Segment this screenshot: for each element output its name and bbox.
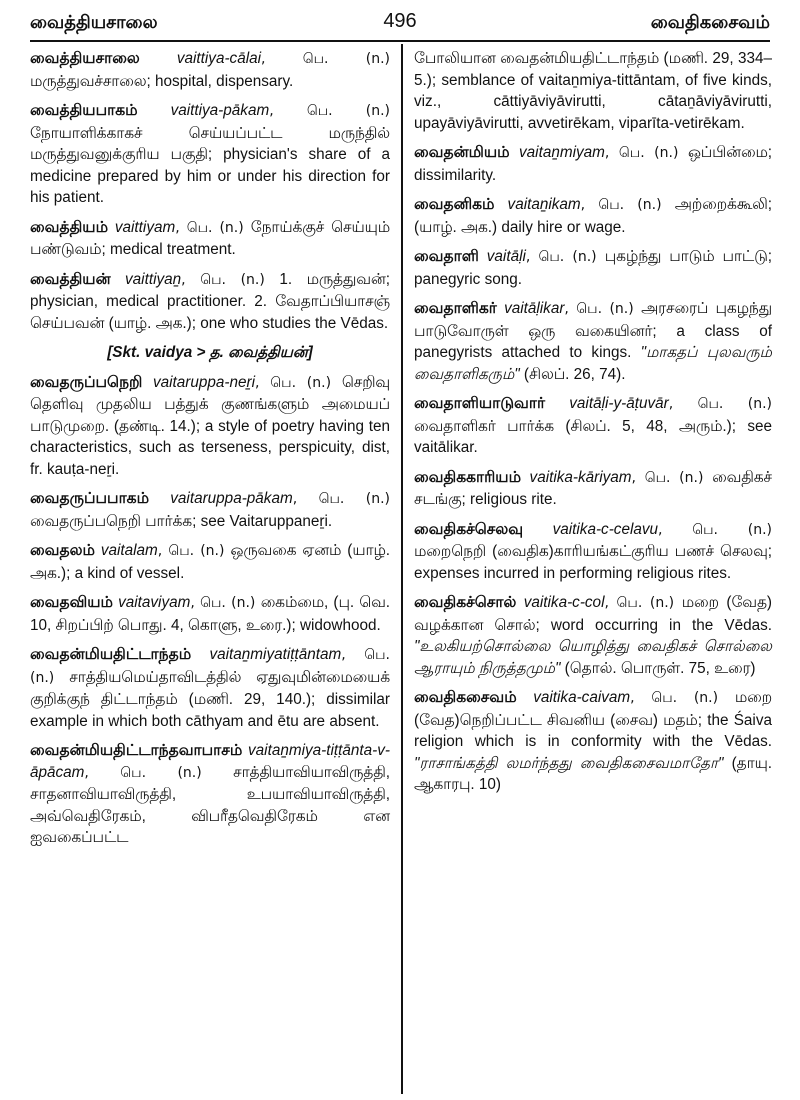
grammar-label: , பெ. (n.) bbox=[175, 219, 251, 236]
definition: நோய்க்குச் செய்யும் பண்டுவம்; medical treatment. bbox=[30, 218, 391, 258]
transliteration: vaittiya-cālai bbox=[176, 50, 262, 67]
headword: வைத்தியன் bbox=[30, 269, 111, 288]
headword: வைத்தியசாலை bbox=[30, 49, 140, 67]
definition: ஒருவகை ஏனம் (யாழ். அக.); a kind of vessel. bbox=[30, 542, 391, 582]
definition: நோயாளிக்காகச் செய்யப்பட்ட மருந்தில் மருத்துவனுக்குரிய பகுதி; physician's share of a medicine prepared by him or under his direction for his patient. bbox=[30, 124, 390, 206]
grammar-label: , பெ. (n.) bbox=[190, 595, 261, 611]
headword: வைதன்மியதிட்டாந்தவாபாசம் bbox=[30, 741, 243, 759]
grammar-label: , பெ. (n.) bbox=[30, 647, 390, 686]
definition: மருத்துவச்சாலை; hospital, dispensary. bbox=[30, 72, 294, 90]
dictionary-entry bbox=[30, 269, 390, 335]
dictionary-entry bbox=[30, 488, 390, 532]
dictionary-entry bbox=[414, 246, 772, 290]
quotation: "ராசாங்கத்தி லமர்ந்தது வைதிகசைவமாதோ" bbox=[414, 754, 724, 772]
headword: வைதவியம் bbox=[30, 593, 113, 611]
definition: ஒப்பின்மை; dissimilarity. bbox=[414, 144, 773, 184]
running-head-left: வைத்தியசாலை bbox=[30, 12, 158, 33]
dictionary-entry bbox=[414, 393, 772, 459]
transliteration: vaitika-c-col bbox=[523, 594, 605, 611]
dictionary-entry bbox=[414, 519, 772, 585]
dictionary-entry-continued bbox=[414, 48, 772, 134]
definition: அற்றைக்கூலி; (யாழ். அக.) daily hire or wage. bbox=[414, 196, 773, 236]
transliteration: vaitaṉmiya-tiṭṭānta-v-āpācam bbox=[30, 742, 390, 781]
dictionary-entry bbox=[414, 592, 772, 679]
grammar-label: , பெ. (n.) bbox=[580, 197, 675, 213]
headword: வைதிகச்சொல் bbox=[414, 593, 517, 611]
headword: வைத்தியபாகம் bbox=[30, 101, 138, 119]
grammar-label: , பெ. (n.) bbox=[255, 374, 342, 391]
citation: (சிலப். 26, 74). bbox=[519, 365, 626, 383]
definition: வைதாளிகர் பார்க்க (சிலப். 5, 48, அரும்.); see vaitālikar. bbox=[414, 417, 772, 456]
definition: சாத்தியாவியாவிருத்தி, சாதனாவியாவிருத்தி, உபயாவியாவிருத்தி, அவ்வெதிரேகம், விபரீதவெதிரேகம் என ஐவகைப்பட்ட bbox=[30, 763, 390, 846]
headword: வைதிகச்செலவு bbox=[414, 519, 524, 538]
left-column bbox=[30, 48, 390, 857]
definition: புகழ்ந்து பாடும் பாட்டு; panegyric song. bbox=[414, 248, 772, 288]
transliteration: vaitāḷi-y-āṭuvār bbox=[569, 395, 669, 412]
dictionary-entry bbox=[414, 194, 772, 238]
grammar-label: , பெ. (n.) bbox=[668, 396, 772, 412]
grammar-label: , பெ. (n.) bbox=[261, 51, 390, 67]
running-head-right: வைதிகசைவம் bbox=[650, 12, 770, 33]
grammar-label: , பெ. (n.) bbox=[604, 145, 688, 161]
dictionary-entry bbox=[414, 687, 772, 796]
transliteration: vaitika-kāriyam bbox=[529, 468, 632, 486]
transliteration: vaitaruppa-pākam bbox=[170, 490, 293, 507]
page-header bbox=[30, 6, 770, 40]
transliteration: vaitāḷi bbox=[486, 248, 526, 265]
dictionary-entry bbox=[30, 540, 390, 584]
headword: வைதாளிகர் bbox=[414, 299, 497, 317]
definition: 1. மருத்துவன்; physician, medical practitioner. 2. வேதாப்பியாசஞ் செய்பவன் (யாழ். அக.); one who studies the Vēdas. bbox=[30, 270, 391, 332]
headword: வைதருப்பபாகம் bbox=[30, 489, 150, 507]
grammar-label: , பெ. (n.) bbox=[157, 543, 231, 559]
dictionary-entry bbox=[30, 740, 390, 849]
grammar-label: , பெ. (n.) bbox=[564, 301, 642, 317]
grammar-label: , பெ. (n.) bbox=[84, 764, 234, 781]
dictionary-entry bbox=[414, 142, 772, 186]
right-column bbox=[414, 48, 772, 804]
dictionary-entry bbox=[30, 592, 390, 636]
transliteration: vaitaruppa-neṟi bbox=[152, 373, 256, 391]
dictionary-entry bbox=[30, 217, 390, 261]
headword: வைதன்மியம் bbox=[414, 143, 510, 161]
transliteration: vaitaṉmiyam bbox=[519, 144, 605, 161]
transliteration: vaitaviyam bbox=[118, 594, 191, 611]
grammar-label: , பெ. (n.) bbox=[630, 690, 735, 706]
transliteration: vaitalam bbox=[100, 542, 158, 559]
citation: (தொல். பொருள். 75, உரை) bbox=[560, 659, 756, 677]
etymology-note: [Skt. vaidya > த. வைத்தியன்] bbox=[107, 344, 313, 361]
transliteration: vaitāḷikar bbox=[504, 300, 565, 317]
transliteration: vaitika-caivam bbox=[533, 689, 631, 706]
transliteration: vaitika-c-celavu bbox=[552, 520, 659, 538]
dictionary-entry bbox=[414, 298, 772, 385]
definition: மறை (வேத) வழக்கான சொல்; word occurring in the Vēdas. bbox=[414, 594, 773, 634]
dictionary-entry bbox=[414, 467, 772, 511]
definition: சாத்தியமெய்தாவிடத்தில் ஏதுவுமின்மையைக் குறிக்குந் திட்டாந்தம் (மணி. 29, 140.); dissimilar example in which both cāthyam and ētu are absent. bbox=[30, 668, 391, 730]
transliteration: vaitaṉikam bbox=[507, 196, 581, 213]
quotation: "உலகியற்சொல்லை யொழித்து வைதிகச் சொல்லை ஆராயும் நிருத்தமும்" bbox=[414, 638, 772, 677]
quotation: "மாகதப் புலவரும் வைதாளிகரும்" bbox=[414, 344, 772, 383]
headword: வைதனிகம் bbox=[414, 195, 495, 213]
grammar-label: , பெ. (n.) bbox=[658, 521, 772, 538]
headword: வைதருப்பநெறி bbox=[30, 372, 143, 391]
citation: (தாயு. ஆகாரபு. 10) bbox=[414, 754, 773, 793]
headword: வைதாளி bbox=[414, 247, 479, 265]
definition: மறை (வேத)நெறிப்பட்ட சிவனிய (சைவ) மதம்; the Śaiva religion which is in conformity with the Vēdas. bbox=[414, 689, 773, 750]
definition: போலியான வைதன்மியதிட்டாந்தம் (மணி. 29, 334–5.); semblance of vaitaṉmiya-tittāntam, of five kinds, viz., cāttiyāviyāvirutti, cātaṉāviyāvirutti, upayāviyāvirutti, avvetirēkam, viparīta-vetirēkam. bbox=[414, 50, 772, 132]
dictionary-entry bbox=[30, 372, 390, 481]
dictionary-entry bbox=[30, 48, 390, 92]
definition: வைதருப்பநெறி பார்க்க; see Vaitaruppaneṟi. bbox=[30, 512, 333, 530]
grammar-label: , பெ. (n.) bbox=[181, 271, 280, 288]
dictionary-entry bbox=[30, 644, 390, 732]
definition: செறிவு தெளிவு முதலிய பத்துக் குணங்களும் அமையப் பாடுமுறை. (தண்டி. 14.); a style of poetry having ten characteristics, such as terseness, perspicuity, dist, fr. kauṭa-neṟi. bbox=[30, 373, 391, 478]
transliteration: vaittiyam bbox=[114, 218, 176, 236]
definition: அரசரைப் புகழந்து பாடுவோருள் ஒரு வகையினர்; a class of panegyrists attached to kings. bbox=[414, 300, 773, 361]
page-number: 496 bbox=[383, 10, 417, 32]
headword: வைதன்மியதிட்டாந்தம் bbox=[30, 645, 192, 663]
headword: வைதலம் bbox=[30, 541, 95, 559]
grammar-label: , பெ. (n.) bbox=[269, 103, 390, 119]
headword: வைதிகசைவம் bbox=[414, 688, 517, 706]
definition: கைம்மை, (பு. வெ. 10, சிறப்பிற் பொது. 4, கொளு, உரை.); widowhood. bbox=[30, 594, 390, 634]
headword: வைத்தியம் bbox=[30, 217, 109, 236]
transliteration: vaittiya-pākam bbox=[170, 102, 270, 119]
transliteration: vaittiyaṉ bbox=[125, 270, 182, 288]
definition: மறைநெறி (வைதிக)காரியங்கட்குரிய பணச் செலவு; expenses incurred in performing religious rites. bbox=[414, 543, 772, 582]
grammar-label: , பெ. (n.) bbox=[525, 249, 605, 265]
dictionary-entry bbox=[30, 100, 390, 209]
headword: வைதாளியாடுவார் bbox=[414, 394, 546, 412]
transliteration: vaitaṉmiyatiṭṭāntam bbox=[209, 646, 342, 663]
grammar-label: , பெ. (n.) bbox=[631, 469, 713, 486]
grammar-label: , பெ. (n.) bbox=[604, 595, 682, 611]
definition: வைதிகச் சடங்கு; religious rite. bbox=[414, 468, 773, 508]
header-rule bbox=[30, 40, 770, 42]
grammar-label: , பெ. (n.) bbox=[292, 491, 390, 507]
headword: வைதிககாரியம் bbox=[414, 467, 522, 486]
column-divider bbox=[401, 44, 403, 1094]
